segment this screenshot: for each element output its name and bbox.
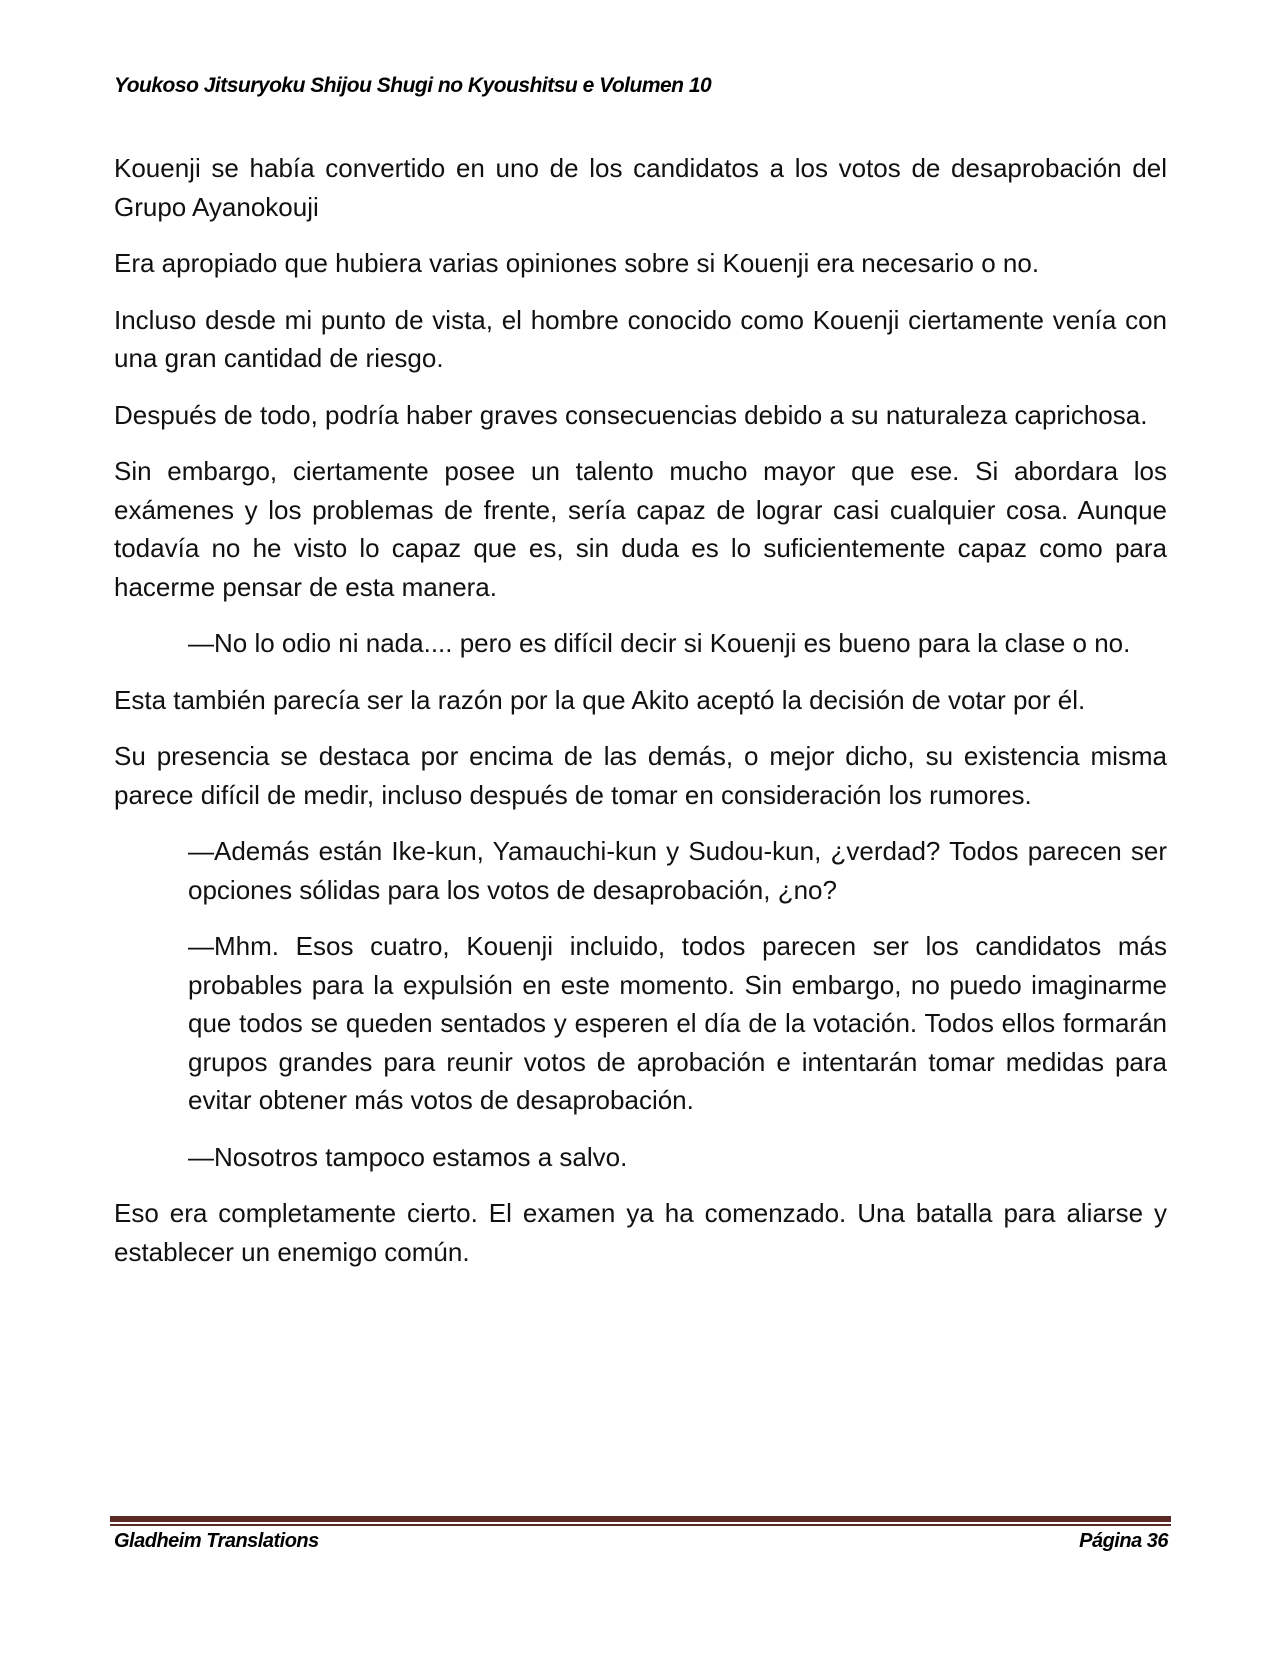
dialogue-paragraph: —Nosotros tampoco estamos a salvo. xyxy=(188,1141,628,1172)
dialogue-paragraph: —Además están Ike-kun, Yamauchi-kun y Sudou-kun, ¿verdad? Todos parecen ser opciones sólidas para los votos de desaprobación, ¿no? xyxy=(188,836,1167,905)
paragraph: Después de todo, podría haber graves consecuencias debido a su naturaleza caprichosa. xyxy=(114,399,1148,430)
paragraph: Eso era completamente cierto. El examen ya ha comenzado. Una batalla para aliarse y establecer un enemigo común. xyxy=(114,1198,1167,1267)
dialogue-paragraph: —Mhm. Esos cuatro, Kouenji incluido, todos parecen ser los candidatos más probables para la expulsión en este momento. Sin embargo, no puedo imaginarme que todos se queden sentados y esperen el día de la votación. Todos ellos formarán grupos grandes para reunir votos de aprobación e intentarán tomar medidas para evitar obtener más votos de desaprobación. xyxy=(188,931,1167,1115)
paragraph: Era apropiado que hubiera varias opiniones sobre si Kouenji era necesario o no. xyxy=(114,248,1040,278)
paragraph: Esta también parecía ser la razón por la que Akito aceptó la decisión de votar por él. xyxy=(114,684,1086,715)
paragraph: Su presencia se destaca por encima de las demás, o mejor dicho, su existencia misma parece difícil de medir, incluso después de tomar en consideración los rumores. xyxy=(114,741,1167,810)
footer-rule xyxy=(110,1516,1171,1522)
running-header: Youkoso Jitsuryoku Shijou Shugi no Kyoushitsu e Volumen 10 xyxy=(114,74,712,97)
page-body xyxy=(114,149,1167,1289)
paragraph: Incluso desde mi punto de vista, el hombre conocido como Kouenji ciertamente venía con una gran cantidad de riesgo. xyxy=(114,304,1167,373)
page-number: Página 36 xyxy=(1079,1530,1168,1552)
dialogue-paragraph: —No lo odio ni nada.... pero es difícil decir si Kouenji es bueno para la clase o no. xyxy=(188,628,1131,658)
paragraph: Kouenji se había convertido en uno de los candidatos a los votos de desaprobación del Grupo Ayanokouji xyxy=(114,153,1167,222)
footer-rule-thin xyxy=(110,1524,1171,1526)
footer-credit: Gladheim Translations xyxy=(114,1530,319,1552)
paragraph: Sin embargo, ciertamente posee un talento mucho mayor que ese. Si abordara los exámenes y los problemas de frente, sería capaz de lograr casi cualquier cosa. Aunque todavía no he visto lo capaz que es, sin duda es lo suficientemente capaz como para hacerme pensar de esta manera. xyxy=(114,456,1167,602)
